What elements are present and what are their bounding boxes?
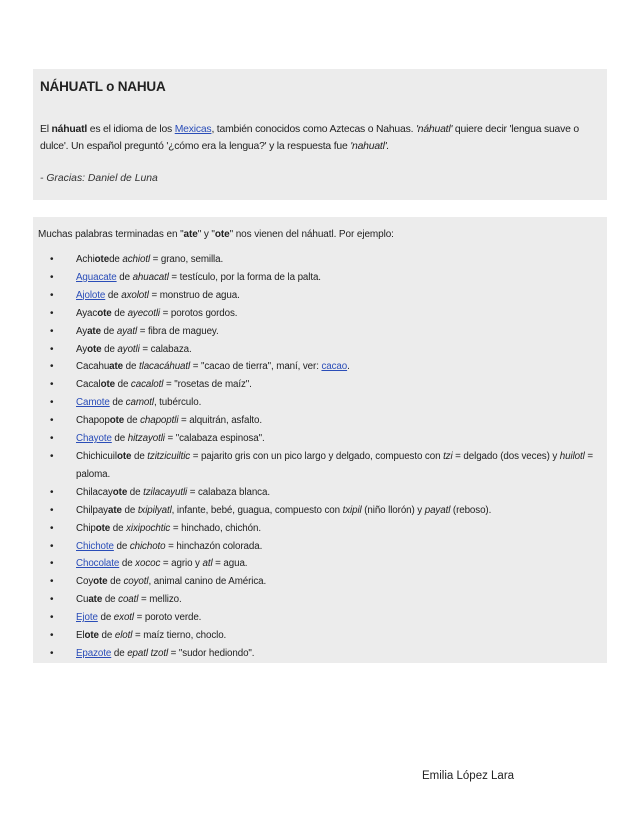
- keyword-text: ate: [109, 361, 124, 373]
- text-segment: .: [347, 361, 350, 373]
- text-segment: (reboso).: [450, 504, 492, 516]
- nahuatl-term: ahuacatl: [132, 271, 169, 283]
- keyword-text: ote: [84, 630, 99, 642]
- word-list-item: [33, 430, 601, 448]
- nahuatl-term: axolotl: [121, 289, 149, 301]
- bullet-icon: •: [50, 271, 54, 283]
- keyword-text: ote: [97, 307, 112, 319]
- intro-paragraph: [40, 121, 602, 155]
- nahuatl-term: txipil: [342, 504, 362, 516]
- nahuatl-term: elotl: [114, 630, 133, 642]
- text-segment: (niño llorón) y: [361, 504, 425, 516]
- bullet-icon: •: [50, 450, 54, 462]
- nahuatl-term: xixipochtic: [126, 522, 171, 534]
- bullet-icon: •: [50, 647, 54, 659]
- word-list: [33, 251, 601, 663]
- keyword-text: ate: [107, 504, 122, 516]
- text-segment: de: [127, 486, 144, 498]
- word-list-item: [33, 341, 601, 359]
- examples-panel: [33, 217, 607, 663]
- text-segment: = porotos gordos.: [159, 307, 238, 319]
- text-segment: de: [98, 630, 115, 642]
- text-segment: Chilacay: [76, 486, 113, 498]
- text-segment: = "calabaza espinosa".: [164, 433, 265, 445]
- keyword-text: ote: [94, 254, 110, 265]
- nahuatl-term: cacalotl: [130, 379, 164, 391]
- text-segment: de: [119, 558, 136, 570]
- nahuatl-term: 'náhuatl': [415, 124, 453, 135]
- keyword-text: ate: [88, 594, 103, 606]
- nahuatl-term: coyotl: [123, 576, 149, 588]
- text-segment: = grano, semilla.: [150, 254, 224, 265]
- word-link[interactable]: Chocolate: [76, 558, 120, 570]
- text-segment: de: [105, 289, 122, 301]
- bullet-icon: •: [50, 397, 54, 409]
- text-segment: de: [109, 254, 123, 265]
- word-link[interactable]: Epazote: [76, 647, 112, 659]
- bullet-icon: •: [50, 576, 54, 588]
- word-list-item: [33, 305, 601, 323]
- text-segment: de: [113, 540, 130, 552]
- bullet-icon: •: [50, 558, 54, 570]
- text-segment: , animal canino de América.: [148, 576, 267, 588]
- word-list-item: [33, 287, 601, 305]
- text-segment: Ay: [76, 325, 88, 337]
- text-segment: = delgado (dos veces) y: [452, 450, 560, 462]
- text-segment: Ay: [76, 343, 88, 355]
- text-segment: Achi: [76, 254, 95, 265]
- text-segment: = maíz tierno, choclo.: [132, 630, 227, 642]
- text-segment: de: [97, 612, 114, 624]
- word-list-item: [33, 538, 601, 556]
- text-segment: = calabaza.: [139, 343, 192, 355]
- text-segment: de: [111, 433, 128, 445]
- bullet-icon: •: [50, 325, 54, 337]
- text-segment: de: [124, 415, 141, 427]
- bullet-icon: •: [50, 343, 54, 355]
- word-link[interactable]: Aguacate: [76, 271, 117, 283]
- text-segment: de: [101, 343, 118, 355]
- word-list-item: [33, 358, 601, 376]
- text-segment: = "cacao de tierra", maní, ver:: [190, 361, 322, 373]
- text-segment: Cacahu: [76, 361, 110, 373]
- keyword-text: ote: [109, 415, 125, 427]
- text-segment: " y ": [197, 229, 215, 240]
- nahuatl-term: chapoptli: [140, 415, 179, 427]
- credit-line: - Gracias: Daniel de Luna: [40, 173, 158, 184]
- word-link[interactable]: Ejote: [76, 612, 98, 624]
- keyword-text: ate: [87, 325, 101, 337]
- word-list-item: [33, 412, 601, 430]
- keyword-text: ote: [100, 379, 115, 391]
- text-segment: Chichicuil: [76, 450, 117, 462]
- nahuatl-term: atl: [202, 558, 213, 570]
- bullet-icon: •: [50, 486, 54, 498]
- nahuatl-term: ayecotli: [127, 307, 160, 319]
- nahuatl-term: payatl: [424, 504, 451, 516]
- text-segment: = hinchado, chichón.: [170, 522, 261, 534]
- word-list-item: [33, 376, 601, 394]
- word-list-item: [33, 555, 601, 573]
- word-link[interactable]: Ajolote: [76, 289, 106, 301]
- text-segment: , infante, bebé, guagua, compuesto con: [171, 504, 343, 516]
- word-list-item: [33, 645, 601, 663]
- bullet-icon: •: [50, 522, 54, 534]
- nahuatl-term: epatl tzotl: [127, 647, 169, 659]
- word-list-item: [33, 251, 601, 269]
- word-list-item: [33, 627, 601, 645]
- text-segment: = pajarito gris con un pico largo y delgado, compuesto con: [190, 450, 444, 462]
- keyword-text: ote: [93, 576, 108, 588]
- nahuatl-term: camotl: [125, 397, 154, 409]
- text-segment: de: [116, 271, 133, 283]
- keyword-text: ote: [95, 522, 111, 534]
- text-segment: = poroto verde.: [134, 612, 202, 624]
- text-segment: = agua.: [212, 558, 248, 570]
- keyword-text: ote: [214, 229, 230, 240]
- word-link[interactable]: Chichote: [76, 540, 114, 552]
- nahuatl-term: xococ: [135, 558, 161, 570]
- text-segment: = "rosetas de maíz".: [163, 379, 252, 391]
- text-segment: de: [102, 594, 119, 606]
- examples-lead: [38, 229, 394, 240]
- bullet-icon: •: [50, 415, 54, 427]
- text-segment: Chapop: [76, 415, 110, 427]
- text-segment: " nos vienen del náhuatl. Por ejemplo:: [229, 229, 394, 240]
- keyword-text: ote: [112, 486, 128, 498]
- text-segment: = mellizo.: [138, 594, 182, 606]
- bullet-icon: •: [50, 433, 54, 445]
- keyword-text: ote: [116, 450, 132, 462]
- text-segment: Cacal: [76, 379, 101, 391]
- nahuatl-term: hitzayotli: [127, 433, 165, 445]
- text-segment: El: [40, 124, 52, 135]
- word-list-item: [33, 323, 601, 341]
- nahuatl-term: 'nahuatl'.: [350, 141, 390, 152]
- bullet-icon: •: [50, 254, 54, 265]
- text-segment: de: [131, 450, 148, 462]
- text-segment: de: [121, 504, 138, 516]
- nahuatl-term: tlacacáhuatl: [139, 361, 191, 373]
- text-segment: = fibra de maguey.: [137, 325, 219, 337]
- text-segment: de: [110, 522, 127, 534]
- bullet-icon: •: [50, 504, 54, 516]
- text-segment: es el idioma de los: [87, 124, 175, 135]
- keyword-text: ate: [183, 229, 198, 240]
- bullet-icon: •: [50, 361, 54, 373]
- word-link[interactable]: Camote: [76, 397, 110, 409]
- text-segment: , también conocidos como Aztecas o Nahuas.: [211, 124, 416, 135]
- author-name: Emilia López Lara: [422, 770, 515, 782]
- text-segment: de: [114, 379, 131, 391]
- text-segment: = testículo, por la forma de la palta.: [168, 271, 321, 283]
- word-list-item: [33, 394, 601, 412]
- nahuatl-term: tzitzicuiltic: [147, 450, 191, 462]
- word-list-item: [33, 573, 601, 591]
- nahuatl-term: tzilacayutli: [143, 486, 188, 498]
- bullet-icon: •: [50, 289, 54, 301]
- text-segment: Coy: [76, 576, 94, 588]
- nahuatl-term: txipilyatl: [137, 504, 172, 516]
- bullet-icon: •: [50, 379, 54, 391]
- text-segment: Chilpay: [76, 504, 108, 516]
- nahuatl-term: coatl: [118, 594, 139, 606]
- page-title: NÁHUATL o NAHUA: [40, 79, 166, 94]
- text-segment: Cu: [76, 594, 89, 606]
- word-list-item: [33, 609, 601, 627]
- bullet-icon: •: [50, 540, 54, 552]
- text-segment: = monstruo de agua.: [148, 289, 240, 301]
- text-segment: = calabaza blanca.: [187, 486, 270, 498]
- nahuatl-term: huilotl: [559, 450, 585, 462]
- nahuatl-term: achiotl: [122, 254, 151, 265]
- text-segment: = agrio y: [160, 558, 203, 570]
- word-list-item: [33, 591, 601, 609]
- text-segment: de: [123, 361, 139, 373]
- text-segment: = paloma.: [76, 450, 593, 480]
- text-segment: de: [109, 397, 126, 409]
- word-list-item: [33, 484, 601, 502]
- word-list-item: [33, 448, 601, 484]
- header-panel: [33, 69, 607, 200]
- text-segment: Muchas palabras terminadas en ": [38, 229, 184, 240]
- text-segment: Chip: [76, 522, 96, 534]
- bullet-icon: •: [50, 307, 54, 319]
- nahuatl-term: ayotli: [117, 343, 140, 355]
- text-segment: , tubérculo.: [153, 397, 202, 409]
- nahuatl-term: ayatl: [116, 325, 138, 337]
- word-link[interactable]: cacao: [321, 361, 348, 373]
- word-link[interactable]: Chayote: [76, 433, 112, 445]
- nahuatl-term: tzi: [443, 450, 453, 462]
- text-segment: quiere decir 'lengua suave o dulce'. Un español preguntó '¿cómo era la lengua?' y la respuesta fue: [40, 124, 579, 152]
- word-list-item: [33, 269, 601, 287]
- keyword-text: ote: [87, 343, 102, 355]
- text-segment: de: [107, 576, 124, 588]
- bullet-icon: •: [50, 594, 54, 606]
- keyword-text: náhuatl: [51, 124, 88, 135]
- text-segment: de: [111, 307, 128, 319]
- text-segment: El: [76, 630, 85, 642]
- text-segment: = "sudor hediondo".: [168, 647, 255, 659]
- word-link[interactable]: Mexicas: [174, 124, 212, 135]
- bullet-icon: •: [50, 630, 54, 642]
- word-list-item: [33, 502, 601, 520]
- nahuatl-term: chichoto: [129, 540, 166, 552]
- text-segment: de: [111, 647, 128, 659]
- nahuatl-term: exotl: [113, 612, 134, 624]
- text-segment: = alquitrán, asfalto.: [178, 415, 262, 427]
- text-segment: Ayac: [76, 307, 98, 319]
- word-list-item: [33, 520, 601, 538]
- text-segment: de: [100, 325, 117, 337]
- bullet-icon: •: [50, 612, 54, 624]
- text-segment: = hinchazón colorada.: [165, 540, 263, 552]
